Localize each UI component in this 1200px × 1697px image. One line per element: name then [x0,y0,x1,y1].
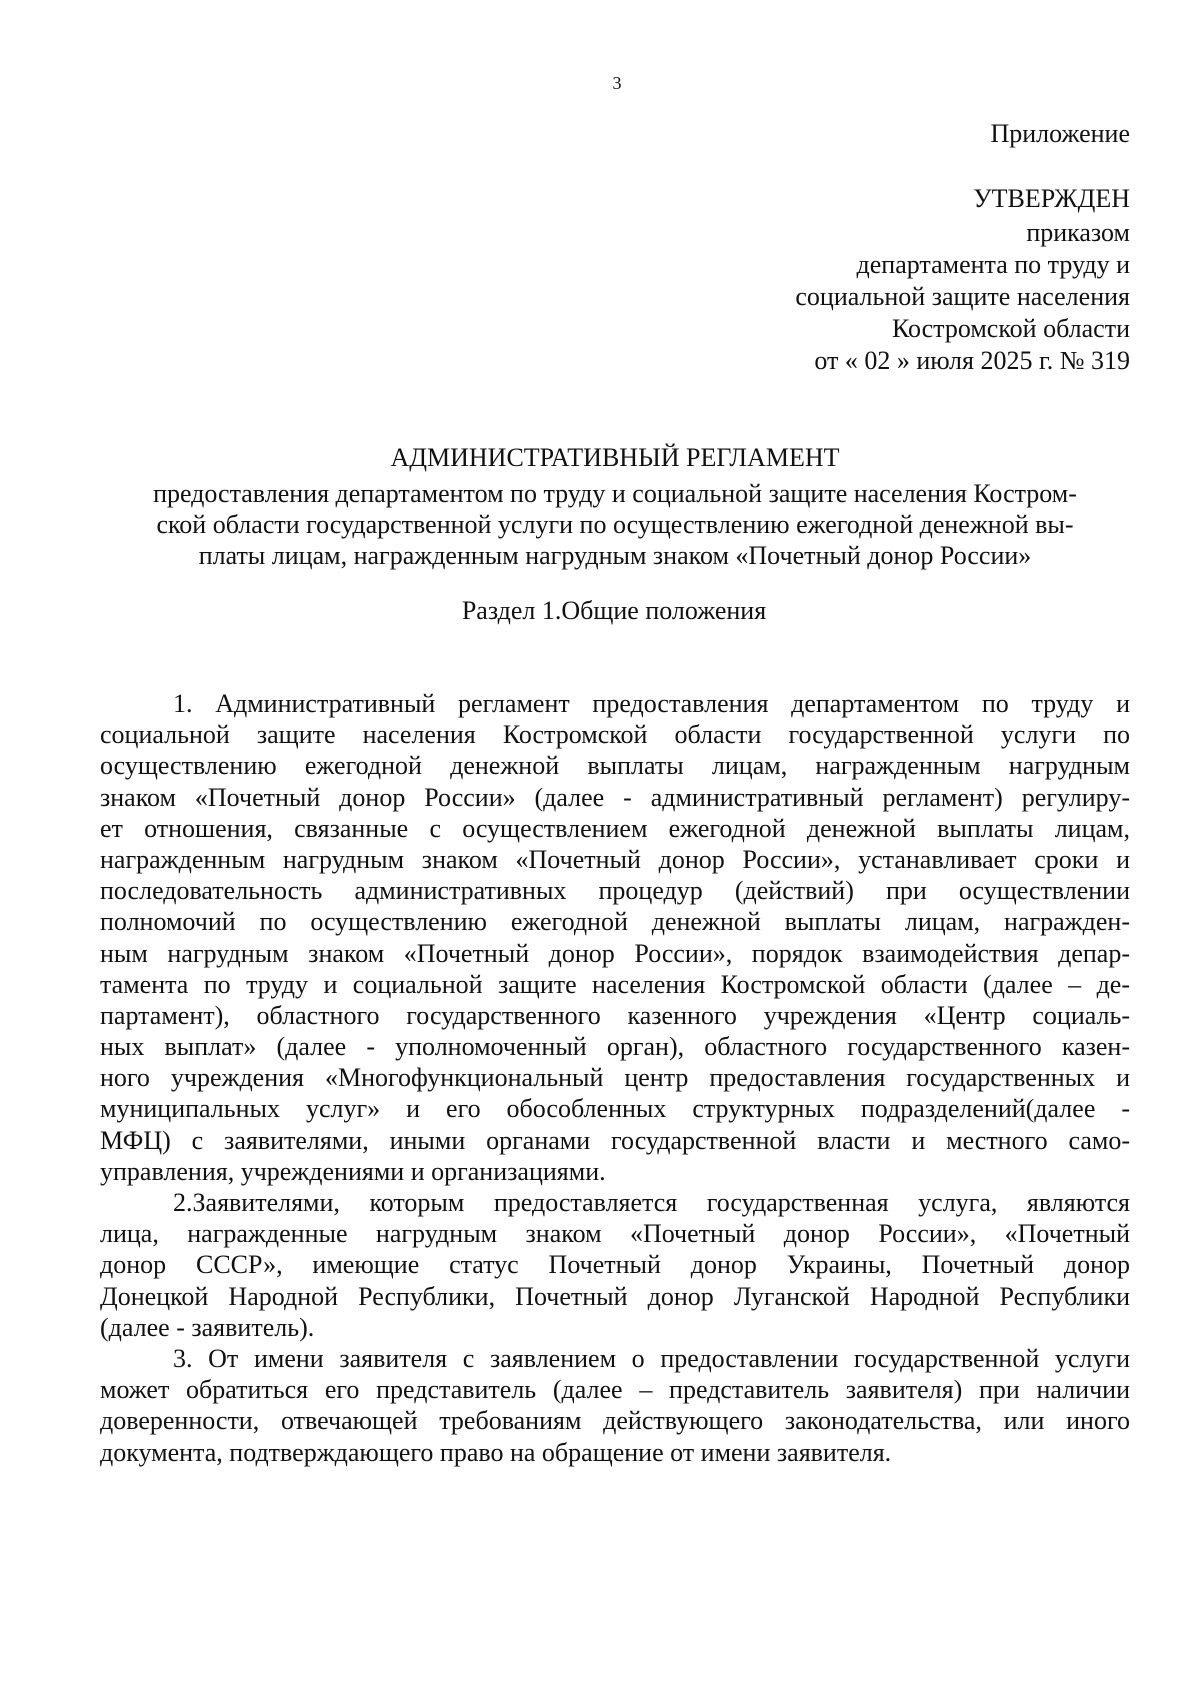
subtitle-line: предоставления департаментом по труду и социальной защите населения Костром- [153,479,1077,508]
appendix-label: Приложение [990,119,1130,148]
document-subtitle [100,478,1130,571]
approval-line: от « 02 » июля 2025 г. № 319 [814,346,1130,375]
title-block [100,442,1130,571]
text-line: награжденным нагрудным знаком «Почетный донор России», устанавливает сроки и [100,844,1130,874]
approval-line: социальной защите населения [795,282,1130,311]
text-line: может обратиться его представитель (далее – представитель заявителя) при наличии [100,1375,1130,1405]
document-title: АДМИНИСТРАТИВНЫЙ РЕГЛАМЕНТ [390,443,840,472]
text-line: осуществлению ежегодной денежной выплаты лицам, награжденным нагрудным [100,751,1130,781]
section-heading: Раздел 1.Общие положения [461,596,767,625]
subtitle-line: платы лицам, награжденным нагрудным знаком «Почетный донор России» [198,541,1032,570]
page-number: 3 [612,73,622,93]
approval-line: департамента по труду и [856,250,1130,279]
text-line: лица, награжденные нагрудным знаком «Почетный донор России», «Почетный [100,1219,1130,1249]
text-line: полномочий по осуществлению ежегодной денежной выплаты лицам, награжден- [100,907,1130,937]
text-line: донор СССР», имеющие статус Почетный донор Украины, Почетный донор [100,1250,1130,1280]
text-line: партамент), областного государственного казенного учреждения «Центр социаль- [100,1000,1130,1030]
text-line: ных выплат» (далее - уполномоченный орган), областного государственного казен- [100,1032,1130,1062]
text-line: документа, подтверждающего право на обращение от имени заявителя. [100,1437,892,1467]
text-line: доверенности, отвечающей требованиям действующего законодательства, или иного [100,1406,1130,1436]
paragraph-2 [100,1187,1130,1343]
text-line: МФЦ) с заявителями, иными органами государственной власти и местного само- [100,1125,1130,1155]
paragraph-3 [100,1343,1130,1468]
subtitle-line: ской области государственной услуги по осуществлению ежегодной денежной вы- [156,510,1074,539]
text-line: муниципальных услуг» и его обособленных структурных подразделений(далее - [100,1094,1130,1124]
text-line: знаком «Почетный донор России» (далее - административный регламент) регулиру- [100,782,1130,812]
paragraph-1 [100,688,1130,1187]
approval-block [430,183,1130,377]
text-line: (далее - заявитель). [100,1312,315,1342]
text-line: ного учреждения «Многофункциональный центр предоставления государственных и [100,1063,1130,1093]
text-line: 2.Заявителями, которым предоставляется государственная услуга, являются [173,1188,1130,1217]
text-line: последовательность административных процедур (действий) при осуществлении [100,876,1130,906]
text-line: ным нагрудным знаком «Почетный донор России», порядок взаимодействия депар- [100,938,1130,968]
text-line: тамента по труду и социальной защите населения Костромской области (далее – де- [100,969,1130,999]
text-line: 3. От имени заявителя с заявлением о предоставлении государственной услуги [173,1343,1130,1373]
text-line: Донецкой Народной Республики, Почетный донор Луганской Народной Республики [100,1281,1130,1311]
document-body [100,688,1130,1468]
text-line: ет отношения, связанные с осуществлением ежегодной денежной выплаты лицам, [100,813,1130,843]
approval-line: УТВЕРЖДЕН [973,184,1130,213]
approval-line: Костромской области [891,314,1130,343]
text-line: 1. Административный регламент предоставления департаментом по труду и [173,689,1130,718]
approval-line: приказом [1026,218,1130,247]
text-line: социальной защите населения Костромской области государственной услуги по [100,720,1130,750]
text-line: управления, учреждениями и организациями. [100,1156,606,1186]
